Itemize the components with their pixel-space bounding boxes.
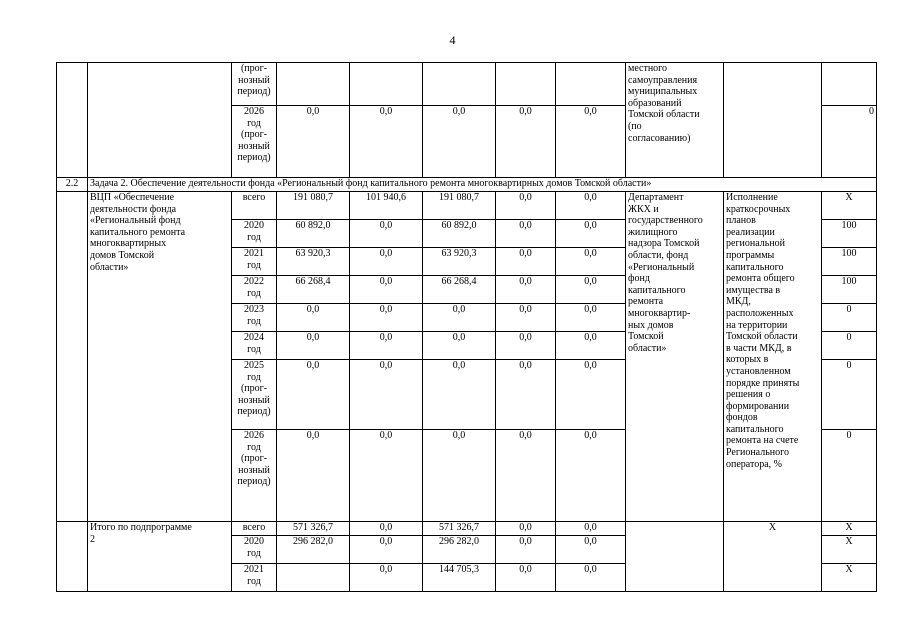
target-cell: 0 xyxy=(822,360,877,430)
value-cell: 0,0 xyxy=(496,360,556,430)
period-cell: всего xyxy=(232,192,277,220)
target-cell: 0 xyxy=(822,332,877,360)
value-cell: 0,0 xyxy=(496,304,556,332)
period-cell: 2020 год xyxy=(232,220,277,248)
value-cell xyxy=(350,63,423,106)
page-number: 4 xyxy=(449,33,456,47)
value-cell: 0,0 xyxy=(423,106,496,178)
number-cell-empty xyxy=(57,63,88,178)
value-cell: 0,0 xyxy=(496,220,556,248)
value-cell: 0,0 xyxy=(423,332,496,360)
value-cell: 0,0 xyxy=(556,192,626,220)
value-cell: 0,0 xyxy=(496,564,556,592)
value-cell: 0,0 xyxy=(350,360,423,430)
value-cell: 63 920,3 xyxy=(423,248,496,276)
name-cell-empty xyxy=(88,63,232,178)
executor-cell: местного самоуправления муниципальных образований Томской области (по согласованию) xyxy=(626,63,724,178)
number-cell-empty xyxy=(57,192,88,522)
number-cell-empty xyxy=(57,522,88,592)
target-cell: 100 xyxy=(822,220,877,248)
value-cell: 296 282,0 xyxy=(277,536,350,564)
target-cell: X xyxy=(822,522,877,536)
value-cell: 60 892,0 xyxy=(277,220,350,248)
value-cell: 0,0 xyxy=(556,536,626,564)
value-cell: 191 080,7 xyxy=(277,192,350,220)
period-cell: (прог- нозный период) xyxy=(232,63,277,106)
period-cell: 2026 год (прог- нозный период) xyxy=(232,430,277,522)
indicator-cell-empty xyxy=(724,63,822,178)
value-cell: 0,0 xyxy=(423,304,496,332)
period-cell: 2024 год xyxy=(232,332,277,360)
value-cell: 0,0 xyxy=(350,106,423,178)
period-cell: 2021 год xyxy=(232,564,277,592)
value-cell: 0,0 xyxy=(496,192,556,220)
value-cell: 0,0 xyxy=(350,276,423,304)
value-cell: 0,0 xyxy=(556,248,626,276)
executor-cell-empty xyxy=(626,522,724,592)
value-cell: 0,0 xyxy=(496,522,556,536)
value-cell: 0,0 xyxy=(277,360,350,430)
value-cell: 0,0 xyxy=(423,430,496,522)
value-cell: 0,0 xyxy=(556,522,626,536)
value-cell: 0,0 xyxy=(556,564,626,592)
total-name: Итого по подпрограмме 2 xyxy=(88,522,232,592)
value-cell: 101 940,6 xyxy=(350,192,423,220)
total-indicator: X xyxy=(724,522,822,592)
value-cell: 0,0 xyxy=(556,360,626,430)
value-cell: 0,0 xyxy=(496,248,556,276)
target-cell: 100 xyxy=(822,248,877,276)
value-cell: 0,0 xyxy=(350,332,423,360)
value-cell: 0,0 xyxy=(556,430,626,522)
table-row xyxy=(57,522,877,536)
value-cell: 191 080,7 xyxy=(423,192,496,220)
value-cell: 0,0 xyxy=(556,276,626,304)
period-cell: 2026 год (прог- нозный период) xyxy=(232,106,277,178)
target-cell: 0 xyxy=(822,430,877,522)
value-cell: 0,0 xyxy=(496,332,556,360)
value-cell: 0,0 xyxy=(350,304,423,332)
target-cell: X xyxy=(822,564,877,592)
value-cell: 63 920,3 xyxy=(277,248,350,276)
value-cell xyxy=(556,63,626,106)
value-cell: 0,0 xyxy=(350,248,423,276)
table-row xyxy=(57,63,877,106)
target-cell: 100 xyxy=(822,276,877,304)
period-cell: 2020 год xyxy=(232,536,277,564)
table-body xyxy=(57,63,877,592)
value-cell xyxy=(277,63,350,106)
value-cell: 571 326,7 xyxy=(277,522,350,536)
period-cell: 2025 год (прог- нозный период) xyxy=(232,360,277,430)
value-cell: 0,0 xyxy=(423,360,496,430)
vcp-executor: Департамент ЖКХ и государственного жилищного надзора Томской области, фонд «Региональный фонд капитального ремонта многоквартир- ных домов Томской области» xyxy=(626,192,724,522)
value-cell xyxy=(496,63,556,106)
vcp-name: ВЦП «Обеспечение деятельности фонда «Региональный фонд капитального ремонта многоквартирных домов Томской области» xyxy=(88,192,232,522)
value-cell: 0,0 xyxy=(350,430,423,522)
value-cell xyxy=(277,564,350,592)
value-cell: 0,0 xyxy=(277,304,350,332)
task-number: 2.2 xyxy=(57,178,88,192)
program-table xyxy=(56,62,877,592)
value-cell: 0,0 xyxy=(350,536,423,564)
period-cell: 2022 год xyxy=(232,276,277,304)
value-cell: 0,0 xyxy=(496,430,556,522)
target-cell: 0 xyxy=(822,304,877,332)
task-title: Задача 2. Обеспечение деятельности фонда «Региональный фонд капитального ремонта многоквартирных домов Томской области» xyxy=(88,178,877,192)
value-cell xyxy=(423,63,496,106)
value-cell: 0,0 xyxy=(350,564,423,592)
target-cell: X xyxy=(822,192,877,220)
task-row xyxy=(57,178,877,192)
value-cell: 0,0 xyxy=(496,106,556,178)
value-cell: 296 282,0 xyxy=(423,536,496,564)
period-cell: 2021 год xyxy=(232,248,277,276)
table-row xyxy=(57,192,877,220)
value-cell: 0,0 xyxy=(277,106,350,178)
value-cell: 0,0 xyxy=(350,220,423,248)
target-cell: 0 xyxy=(822,106,877,178)
period-cell: всего xyxy=(232,522,277,536)
target-cell xyxy=(822,63,877,106)
value-cell: 66 268,4 xyxy=(277,276,350,304)
value-cell: 571 326,7 xyxy=(423,522,496,536)
value-cell: 0,0 xyxy=(556,304,626,332)
value-cell: 0,0 xyxy=(277,430,350,522)
value-cell: 66 268,4 xyxy=(423,276,496,304)
value-cell: 0,0 xyxy=(556,332,626,360)
target-cell: X xyxy=(822,536,877,564)
value-cell: 60 892,0 xyxy=(423,220,496,248)
value-cell: 0,0 xyxy=(350,522,423,536)
value-cell: 0,0 xyxy=(496,536,556,564)
value-cell: 0,0 xyxy=(496,276,556,304)
value-cell: 0,0 xyxy=(556,106,626,178)
value-cell: 0,0 xyxy=(556,220,626,248)
period-cell: 2023 год xyxy=(232,304,277,332)
value-cell: 0,0 xyxy=(277,332,350,360)
vcp-indicator: Исполнение краткосрочных планов реализации региональной программы капитального ремонта общего имущества в МКД, расположенных на территории Томской области в части МКД, в которых в установленном порядке приняты решения о формировании фондов капитального ремонта на счете Регионального оператора, % xyxy=(724,192,822,522)
value-cell: 144 705,3 xyxy=(423,564,496,592)
